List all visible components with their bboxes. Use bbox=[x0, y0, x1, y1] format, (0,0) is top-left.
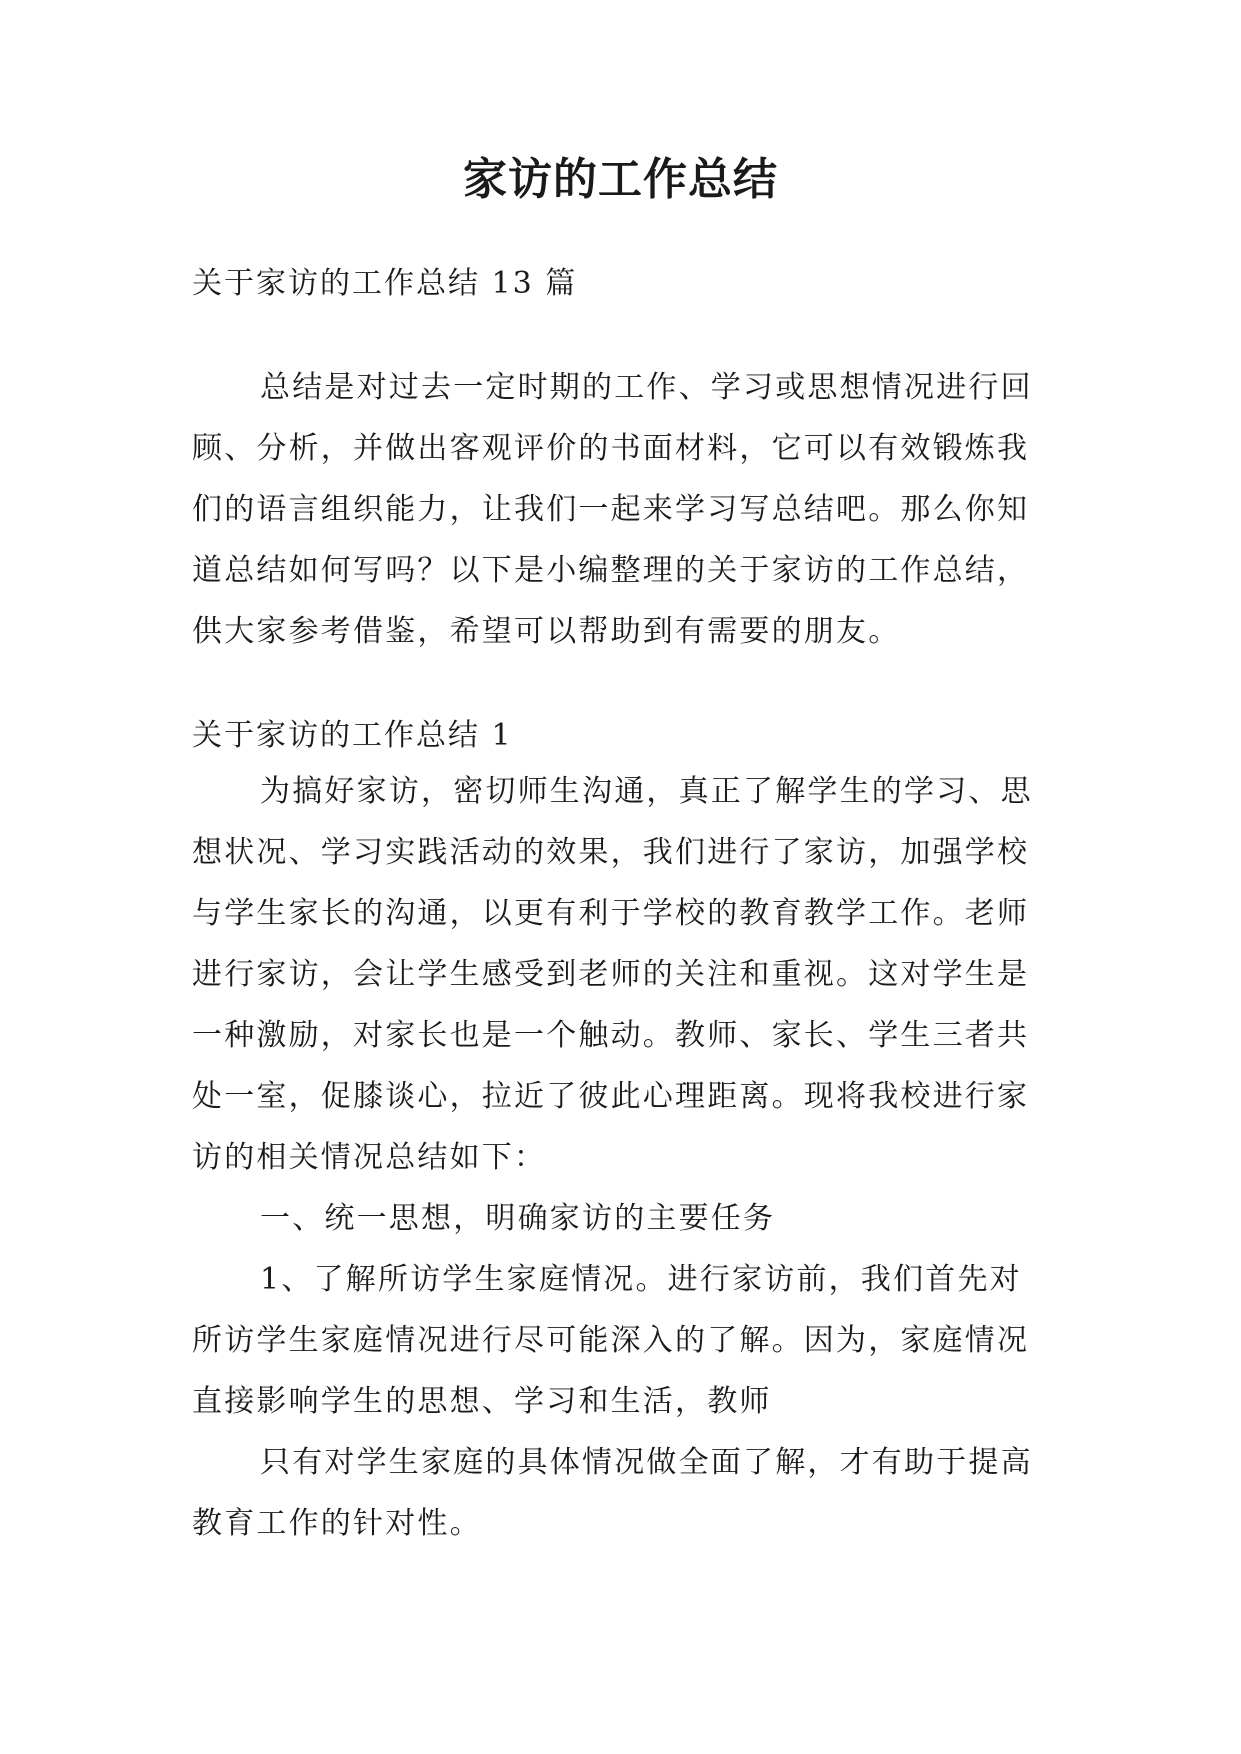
section-line: 一种激励，对家长也是一个触动。教师、家长、学生三者共 bbox=[192, 1018, 1030, 1053]
section-body bbox=[192, 761, 1072, 1554]
section-heading: 关于家访的工作总结 1 bbox=[192, 718, 513, 753]
intro-line: 道总结如何写吗？以下是小编整理的关于家访的工作总结， bbox=[192, 553, 1030, 588]
section-subheading: 一、统一思想，明确家访的主要任务 bbox=[260, 1201, 776, 1236]
intro-line: 总结是对过去一定时期的工作、学习或思想情况进行回 bbox=[260, 370, 1033, 405]
section-line: 所访学生家庭情况进行尽可能深入的了解。因为，家庭情况 bbox=[192, 1323, 1030, 1358]
document-subtitle: 关于家访的工作总结 13 篇 bbox=[192, 266, 578, 301]
section-line: 教育工作的针对性。 bbox=[192, 1506, 482, 1541]
section-line: 只有对学生家庭的具体情况做全面了解，才有助于提高 bbox=[260, 1445, 1033, 1480]
document-title: 家访的工作总结 bbox=[463, 154, 778, 205]
intro-paragraph bbox=[192, 357, 1072, 662]
section-line: 为搞好家访，密切师生沟通，真正了解学生的学习、思 bbox=[260, 774, 1033, 809]
section-line: 直接影响学生的思想、学习和生活，教师 bbox=[192, 1384, 772, 1419]
section-line: 访的相关情况总结如下： bbox=[192, 1140, 547, 1175]
intro-line: 供大家参考借鉴，希望可以帮助到有需要的朋友。 bbox=[192, 614, 901, 649]
intro-line: 们的语言组织能力，让我们一起来学习写总结吧。那么你知 bbox=[192, 492, 1030, 527]
section-line: 处一室，促膝谈心，拉近了彼此心理距离。现将我校进行家 bbox=[192, 1079, 1030, 1114]
intro-line: 顾、分析，并做出客观评价的书面材料，它可以有效锻炼我 bbox=[192, 431, 1030, 466]
section-line: 1、了解所访学生家庭情况。进行家访前，我们首先对 bbox=[260, 1262, 1022, 1297]
section-line: 想状况、学习实践活动的效果，我们进行了家访，加强学校 bbox=[192, 835, 1030, 870]
section-line: 与学生家长的沟通，以更有利于学校的教育教学工作。老师 bbox=[192, 896, 1030, 931]
section-line: 进行家访，会让学生感受到老师的关注和重视。这对学生是 bbox=[192, 957, 1030, 992]
